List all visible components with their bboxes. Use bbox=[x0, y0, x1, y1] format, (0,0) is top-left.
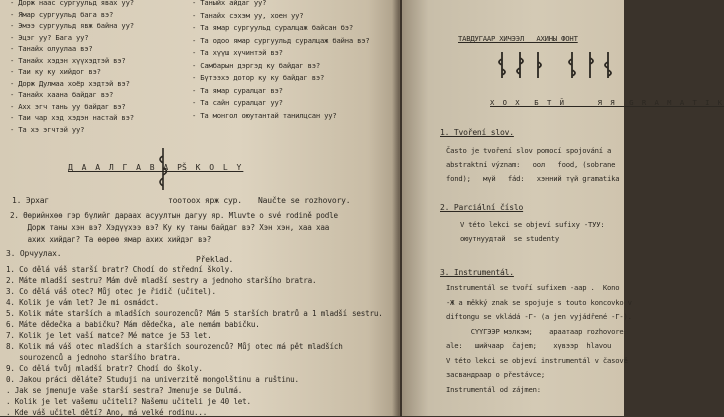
mongolian-script-heading bbox=[494, 50, 624, 82]
translation-line: 4. Kolik je vám let? Je mi osmádct. bbox=[6, 298, 160, 307]
heading-instrumental: 3. Instrumentál. bbox=[440, 268, 514, 277]
question-line: - Ямар сургуульд бага вэ? bbox=[10, 9, 114, 19]
preklad-label: Překlad. bbox=[196, 255, 233, 264]
translation-line: 6. Máte dědečka a babičku? Mám dědečka, ale nemám babičku. bbox=[6, 320, 260, 329]
question-line: - Та хэ эгчтэй уу? bbox=[10, 124, 85, 134]
grammar-text-line: V této lekci se objeví sufixy -ТУУ: bbox=[460, 220, 605, 229]
translation-line: 0. Jakou práci děláte? Studuji na univerzitě mongolštinu a ruštinu. bbox=[6, 375, 299, 384]
translation-line: 3. Co dělá váš otec? Můj otec je řidič (učitel). bbox=[6, 287, 216, 296]
mongolian-script-glyph bbox=[152, 146, 174, 192]
question-line: - Таи ку ку хийдог вэ? bbox=[10, 67, 101, 76]
grammar-text-line: fond); мүй fád: хэнний түй gramatika bbox=[446, 174, 620, 183]
translation-line: 5. Kolik máte starších a mladších sourozenců? Mám 5 starších bratrů a 1 mladší bbox=[6, 309, 348, 318]
question-line: - Та одоо ямар сургуульд суралцаж байна вэ? bbox=[192, 35, 370, 45]
grammar-subheader: Х О Х Б Т Й Я Я G R A M A T I K bbox=[490, 98, 724, 107]
grammar-text-line: СҮҮГЭЭР мэлкэм; араатаар rozhovore bbox=[446, 326, 624, 336]
exercise-2-line-1: 2. Өөрийнхөө гэр бүлийг дараах асуултын дагуу яр. Mluvte o své rodině podle bbox=[10, 211, 338, 220]
translation-line: . Kde váš učitel dětí? Ano, má velké rodinu... bbox=[6, 408, 208, 417]
heading-tvoreni-slov: 1. Tvoření slov. bbox=[440, 128, 514, 137]
grammar-text-line: abstraktní význam: оол food, (sobrane bbox=[446, 160, 616, 169]
grammar-text-line: -Ж a měkký znak se spojuje s touto koncovko v bbox=[446, 297, 632, 307]
grammar-text-line: Instrumentál od zájmen: bbox=[446, 384, 541, 394]
translation-line: 8. Kolik má váš otec mladších a starších sourozenců? Můj otec má pět mladších bbox=[6, 342, 343, 351]
question-line: - Та сайн суралцаг уу? bbox=[192, 98, 283, 107]
exercise-2-line-3: ахих хийдаг? Та өөрөө ямар ахих хийдэг вэ? bbox=[10, 235, 212, 244]
grammar-text-line: Často je tvoření slov pomocí spojování a bbox=[446, 146, 612, 155]
section-title: Д А А Л Г А В А Р bbox=[68, 163, 184, 172]
question-line: - Та ямар суралцаг вэ? bbox=[192, 85, 283, 95]
translation-line: 9. Co dělá tvůj mladší bratr? Chodí do školy. bbox=[6, 364, 203, 373]
grammar-text-line: V této lekci se objeví instrumentál v časově bbox=[446, 355, 628, 365]
question-line: - Таи чар хэд хэдэн настай вэ? bbox=[10, 113, 134, 122]
exercise-1: 1. Эрхаг bbox=[12, 196, 49, 205]
translation-line: 2. Máte mladší sestru? Mám dvě mladší sestry a jednoho staršího bratra. bbox=[6, 276, 317, 285]
translation-line: 1. Co dělá váš starší bratr? Chodí do střední školy. bbox=[6, 265, 234, 274]
question-line: - Танайх хаана байдаг вэ? bbox=[10, 90, 114, 99]
question-line: - Та монгол оюутантай танилцсан уу? bbox=[192, 110, 337, 120]
question-line: - Самбарын дэргэд ку байдаг вэ? bbox=[192, 60, 320, 70]
translation-line: . Kolik je let vašemu učiteli? Našemu učiteli je 40 let. bbox=[6, 397, 251, 406]
exercise-3: 3. Орчуулах. bbox=[6, 249, 62, 258]
translation-line: 7. Kolik je let vaší matce? Mé matce je 53 let. bbox=[6, 331, 212, 340]
question-line: - Бүтээхэ дотор ку ку байдаг вэ? bbox=[192, 73, 325, 82]
translation-line: . Jak se jmenuje vaše starší sestra? Jmenuje se Dulmá. bbox=[6, 386, 243, 395]
question-line: - Эцэг уу? Бага уу? bbox=[10, 32, 89, 42]
grammar-text-line: оюутнуудтай se studenty bbox=[460, 234, 560, 243]
question-line: - Та хүүш хүчинтэй вэ? bbox=[192, 48, 283, 57]
grammar-text-line: Instrumentál se tvoří sufixem -аар . Kono bbox=[446, 283, 620, 292]
question-line: - Танайх сэхэм уу, хоен уу? bbox=[192, 10, 304, 20]
question-line: - Танайх олуулаа вэ? bbox=[10, 44, 93, 53]
question-line: - Танайх хэдэн хүүхэдтэй вэ? bbox=[10, 55, 126, 65]
lesson-header: ТАВДУГААР ХИЧЭЭЛ АХИНЫ ФОНТ bbox=[458, 34, 578, 43]
translation-line: sourozenců a jednoho staršího bratra. bbox=[6, 353, 181, 362]
question-line: - Эмээ сургуульд явж байна уу? bbox=[10, 21, 134, 30]
question-line: - Таныйх айдаг уу? bbox=[192, 0, 267, 7]
grammar-text-line: засвандраар o přestávce; bbox=[446, 370, 546, 379]
exercise-2-line-2: Дорж таны хэн вэ? Хэдүүхээ вэ? Ку ку таны байдаг вэ? Хэн хэн, хаа хаа bbox=[10, 223, 330, 232]
heading-parcialni-cislo: 2. Parciální číslo bbox=[440, 203, 524, 212]
grammar-text-line: diftongu se vkládá -Г- (a jen vyjádřené -Г-). bbox=[446, 312, 632, 321]
question-line: - Дорж Дулмаа хоёр хэдтэй вэ? bbox=[10, 78, 130, 88]
question-line: - Дорж наас сургуульд явах уу? bbox=[10, 0, 134, 7]
section-school: Š K O L Y bbox=[182, 163, 244, 172]
sestru-note: sestru. bbox=[352, 309, 383, 318]
exercise-1-cz: Naučte se rozhovory. bbox=[258, 196, 351, 205]
grammar-text-line: ale: шийчаар čajem; хүвээр hlavou bbox=[446, 341, 612, 350]
right-page bbox=[402, 0, 724, 416]
exercise-1-mn: тоотоох ярж сур. bbox=[168, 196, 242, 205]
question-line: - Та ямар сургуульд суралцаж байсан бэ? bbox=[192, 23, 353, 32]
question-line: - Ахх эгч тань уу байдаг вэ? bbox=[10, 101, 126, 111]
